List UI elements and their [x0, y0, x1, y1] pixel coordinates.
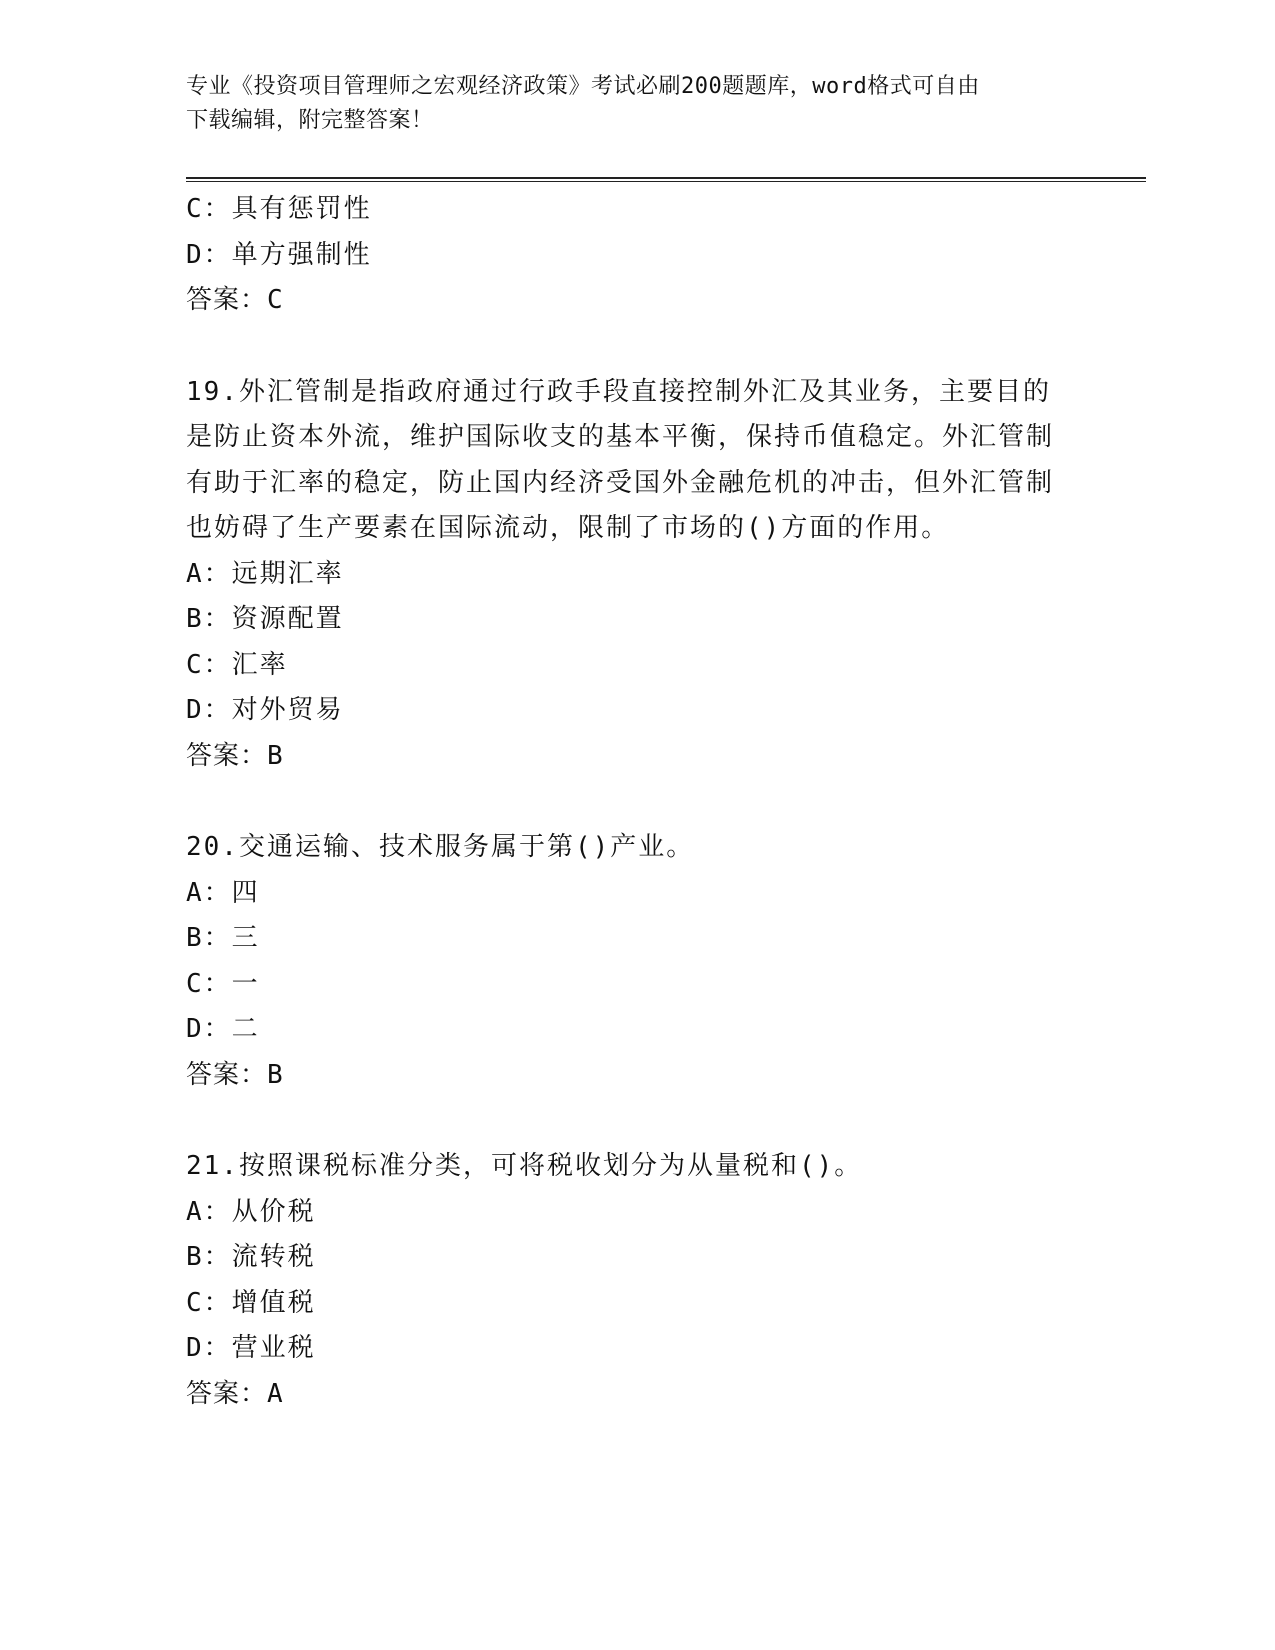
q18-option-c: C：具有惩罚性 — [186, 194, 372, 224]
q21-option-b: B：流转税 — [186, 1242, 316, 1272]
q20-option-b: B：三 — [186, 923, 260, 953]
q20-answer: 答案：B — [186, 1059, 284, 1090]
header-rule-thick — [186, 177, 1146, 179]
header-line-1: 专业《投资项目管理师之宏观经济政策》考试必刷200题题库，word格式可自由 — [186, 74, 980, 99]
question-18-tail — [186, 187, 1086, 324]
q19-text: 19.外汇管制是指政府通过行政手段直接控制外汇及其业务，主要目的是防止资本外流，维护国际收支的基本平衡，保持币值稳定。外汇管制有助于汇率的稳定，防止国内经济受国外金融危机的冲击，但外汇管制也妨碍了生产要素在国际流动，限制了市场的()方面的作用。 — [186, 376, 1055, 543]
question-19 — [186, 370, 1086, 780]
header-rule-thin — [186, 181, 1146, 182]
document-body — [186, 187, 1086, 1417]
q19-option-d: D：对外贸易 — [186, 695, 344, 725]
spacer — [186, 1098, 1086, 1144]
spacer — [186, 779, 1086, 825]
q19-answer: 答案：B — [186, 740, 284, 771]
q21-option-a: A：从价税 — [186, 1196, 316, 1227]
q20-option-a: A：四 — [186, 877, 260, 908]
document-header — [186, 70, 1066, 138]
q18-answer: 答案：C — [186, 285, 284, 315]
q21-answer: 答案：A — [186, 1378, 284, 1409]
question-21 — [186, 1144, 1086, 1417]
q21-option-c: C：增值税 — [186, 1287, 316, 1318]
q20-option-d: D：二 — [186, 1014, 260, 1044]
q18-option-d: D：单方强制性 — [186, 239, 372, 270]
q19-option-a: A：远期汇率 — [186, 558, 344, 589]
q21-text: 21.按照课税标准分类，可将税收划分为从量税和()。 — [186, 1151, 863, 1181]
q20-option-c: C：一 — [186, 968, 260, 999]
q21-option-d: D：营业税 — [186, 1333, 316, 1363]
q19-option-c: C：汇率 — [186, 649, 288, 680]
question-20 — [186, 825, 1086, 1098]
header-line-2: 下载编辑，附完整答案！ — [186, 108, 434, 133]
q20-text: 20.交通运输、技术服务属于第()产业。 — [186, 832, 695, 862]
spacer — [186, 324, 1086, 370]
q19-option-b: B：资源配置 — [186, 604, 344, 634]
